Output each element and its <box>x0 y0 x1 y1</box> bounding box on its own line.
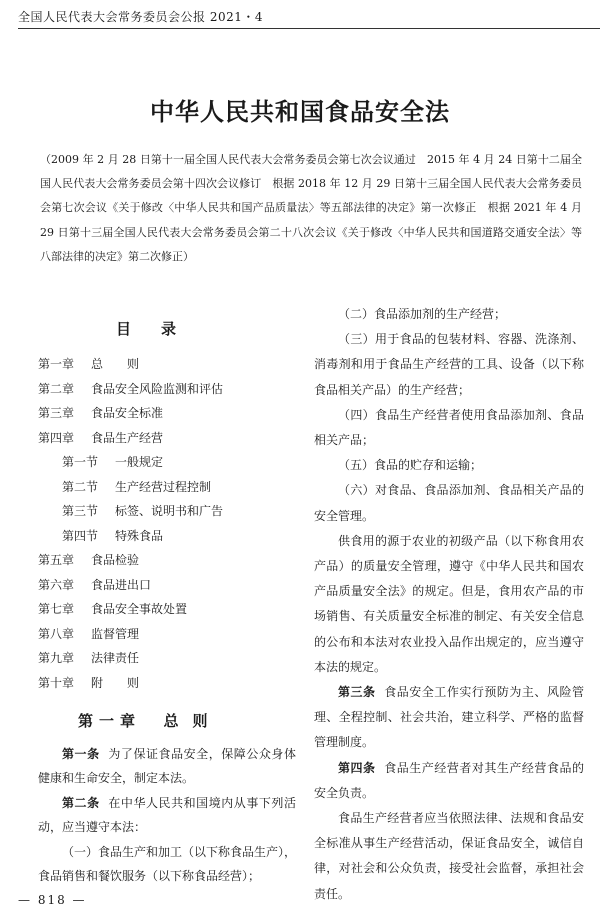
right-column-text <box>314 302 584 907</box>
toc-entry: 第五章 食品检验 <box>38 553 140 567</box>
article-2-item-3: （三）用于食品的包装材料、容器、洗涤剂、消毒剂和用于食品生产经营的工具、设备（以下称食品相关产品）的生产经营； <box>314 332 584 397</box>
article-2-item-6: （六）对食品、食品添加剂、食品相关产品的安全管理。 <box>314 483 584 523</box>
toc-entry: 第二节 生产经营过程控制 <box>62 479 212 494</box>
article-3: 第三条 食品安全工作实行预防为主、风险管理、全程控制、社会共治，建立科学、严格的监督管理制度。 <box>314 685 584 750</box>
article-2-item-4: （四）食品生产经营者使用食品添加剂、食品相关产品； <box>314 407 584 448</box>
toc-entry: 第二章 食品安全风险监测和评估 <box>38 381 224 396</box>
toc-entry: 第八章 监督管理 <box>38 626 140 641</box>
toc-entry: 第十章 附则 <box>38 675 164 690</box>
article-2-item-2: （二）食品添加剂的生产经营； <box>338 307 507 321</box>
toc-entry: 第四节 特殊食品 <box>62 528 164 543</box>
toc-entry: 第一章 总则 <box>38 357 164 371</box>
article-2: 第二条 在中华人民共和国境内从事下列活动，应当遵守本法： <box>38 796 296 834</box>
gazette-header: 全国人民代表大会常务委员会公报 2021・4 <box>18 10 263 24</box>
header-divider <box>18 28 600 29</box>
article-1: 第一条 为了保证食品安全，保障公众身体健康和生命安全，制定本法。 <box>38 747 296 785</box>
toc-entry: 第七章 食品安全事故处置 <box>38 602 188 616</box>
agri-products-paragraph: 供食用的源于农业的初级产品（以下称食用农产品）的质量安全管理，遵守《中华人民共和国农产品质量安全法》的规定。但是，食用农产品的市场销售、有关质量安全标准的制定、有关安全信息的公布和本法对农业投入品作出规定的，应当遵守本法的规定。 <box>314 533 584 674</box>
toc-entry: 第一节 一般规定 <box>62 455 164 469</box>
article-4: 第四条 食品生产经营者对其生产经营食品的安全负责。 <box>314 760 584 800</box>
toc-entry: 第三章 食品安全标准 <box>38 406 164 420</box>
law-title: 中华人民共和国食品安全法 <box>150 97 450 126</box>
adoption-note: （2009 年 2 月 28 日第十一届全国人民代表大会常务委员会第七次会议通过 2015 年 4 月 24 日第十二届全国人民代表大会常务委员会第十四次会议修订 根据 2018 年 12 月 29 日第十三届全国人民代表大会常务委员会第七次会议《关于修改〈中华人民共和国产品质量法〉等五部法律的决定》第一次修正 根据 2021 年 4 月 29 日第十三届全国人民代表大会常务委员会第二十八次会议《关于修改〈中华人民共和国道路交通安全法〉等八部法律的决定》第二次修正） <box>40 153 582 263</box>
article-2-item-5: （五）食品的贮存和运输； <box>338 458 483 473</box>
toc-entry: 第四章 食品生产经营 <box>38 430 164 445</box>
toc-heading: 目录 <box>116 320 207 338</box>
toc-entry: 第六章 食品进出口 <box>38 577 152 592</box>
chapter-heading: 第一章 总则 <box>78 712 222 730</box>
page-number: — 818 — <box>18 893 87 907</box>
left-column-text <box>38 743 296 888</box>
table-of-contents <box>38 352 223 695</box>
toc-entry: 第三节 标签、说明书和广告 <box>62 504 224 518</box>
article-2-item-1: （一）食品生产和加工（以下称食品生产），食品销售和餐饮服务（以下称食品经营）； <box>38 845 297 883</box>
toc-entry: 第九章 法律责任 <box>38 651 140 665</box>
article-4-paragraph-2: 食品生产经营者应当依照法律、法规和食品安全标准从事生产经营活动，保证食品安全，诚信自律，对社会和公众负责，接受社会监督，承担社会责任。 <box>314 811 584 901</box>
